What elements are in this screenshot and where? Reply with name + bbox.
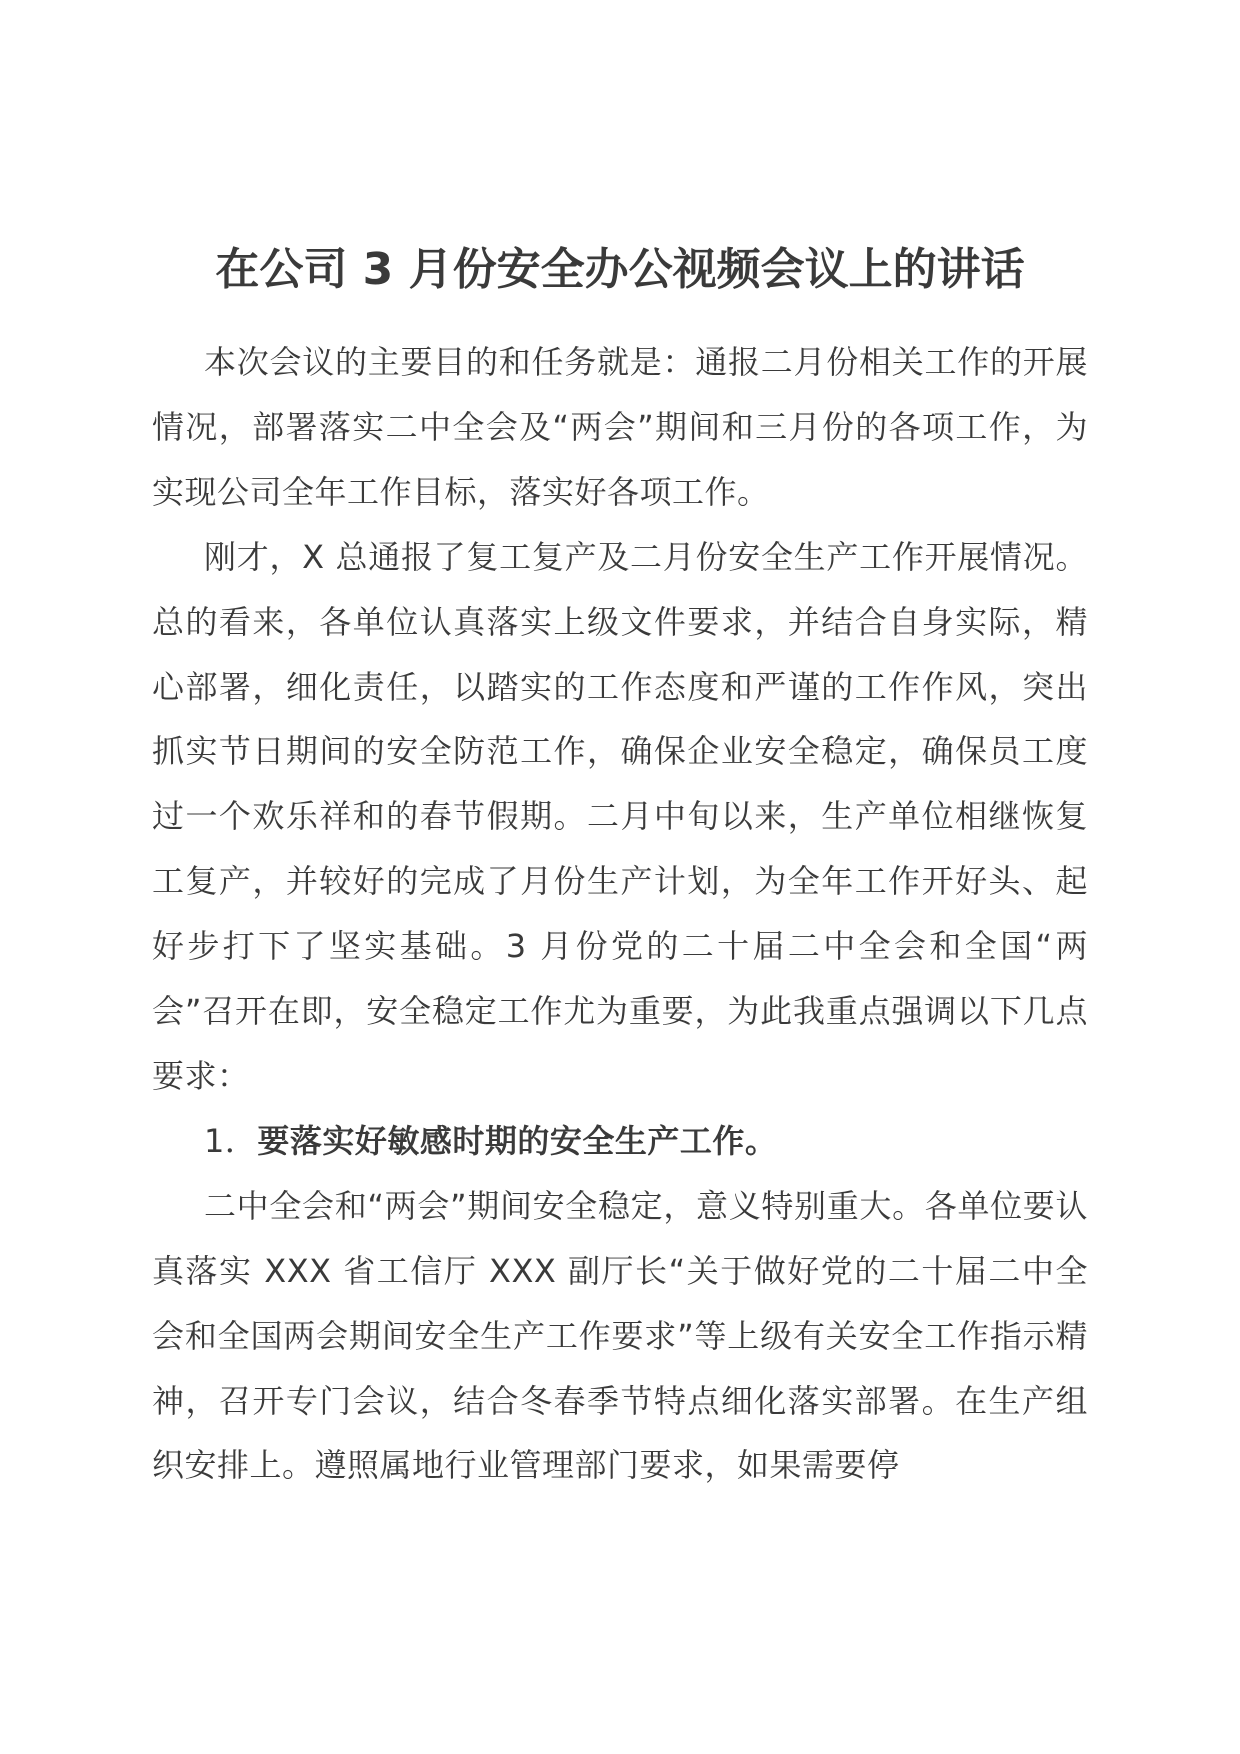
paragraph-sensitive-period: 二中全会和“两会”期间安全稳定，意义特别重大。各单位要认真落实 XXX 省工信厅 XXX 副厅长“关于做好党的二十届二中全会和全国两会期间安全生产工作要求”等上级有关安全工作指示精神，召开专门会议，结合冬春季节特点细化落实部署。在生产组织安排上。遵照属地行业管理部门要求，如果需要停 bbox=[152, 1186, 1088, 1485]
paragraph-meeting-purpose: 本次会议的主要目的和任务就是：通报二月份相关工作的开展情况，部署落实二中全会及“两会”期间和三月份的各项工作，为实现公司全年工作目标，落实好各项工作。 bbox=[152, 343, 1088, 511]
section-heading-text: 要落实好敏感时期的安全生产工作。 bbox=[257, 1121, 778, 1160]
document-title: 在公司 3 月份安全办公视频会议上的讲话 bbox=[215, 244, 1025, 295]
section-heading bbox=[152, 1109, 1088, 1174]
section-number: 1． bbox=[204, 1121, 258, 1160]
document-body bbox=[152, 330, 1088, 1498]
paragraph-work-review: 刚才，X 总通报了复工复产及二月份安全生产工作开展情况。总的看来，各单位认真落实上级文件要求，并结合自身实际，精心部署，细化责任，以踏实的工作态度和严谨的工作作风，突出抓实节日期间的安全防范工作，确保企业安全稳定，确保员工度过一个欢乐祥和的春节假期。二月中旬以来，生产单位相继恢复工复产，并较好的完成了月份生产计划，为全年工作开好头、起好步打下了坚实基础。3 月份党的二十届二中全会和全国“两会”召开在即，安全稳定工作尤为重要，为此我重点强调以下几点要求： bbox=[152, 537, 1088, 1095]
